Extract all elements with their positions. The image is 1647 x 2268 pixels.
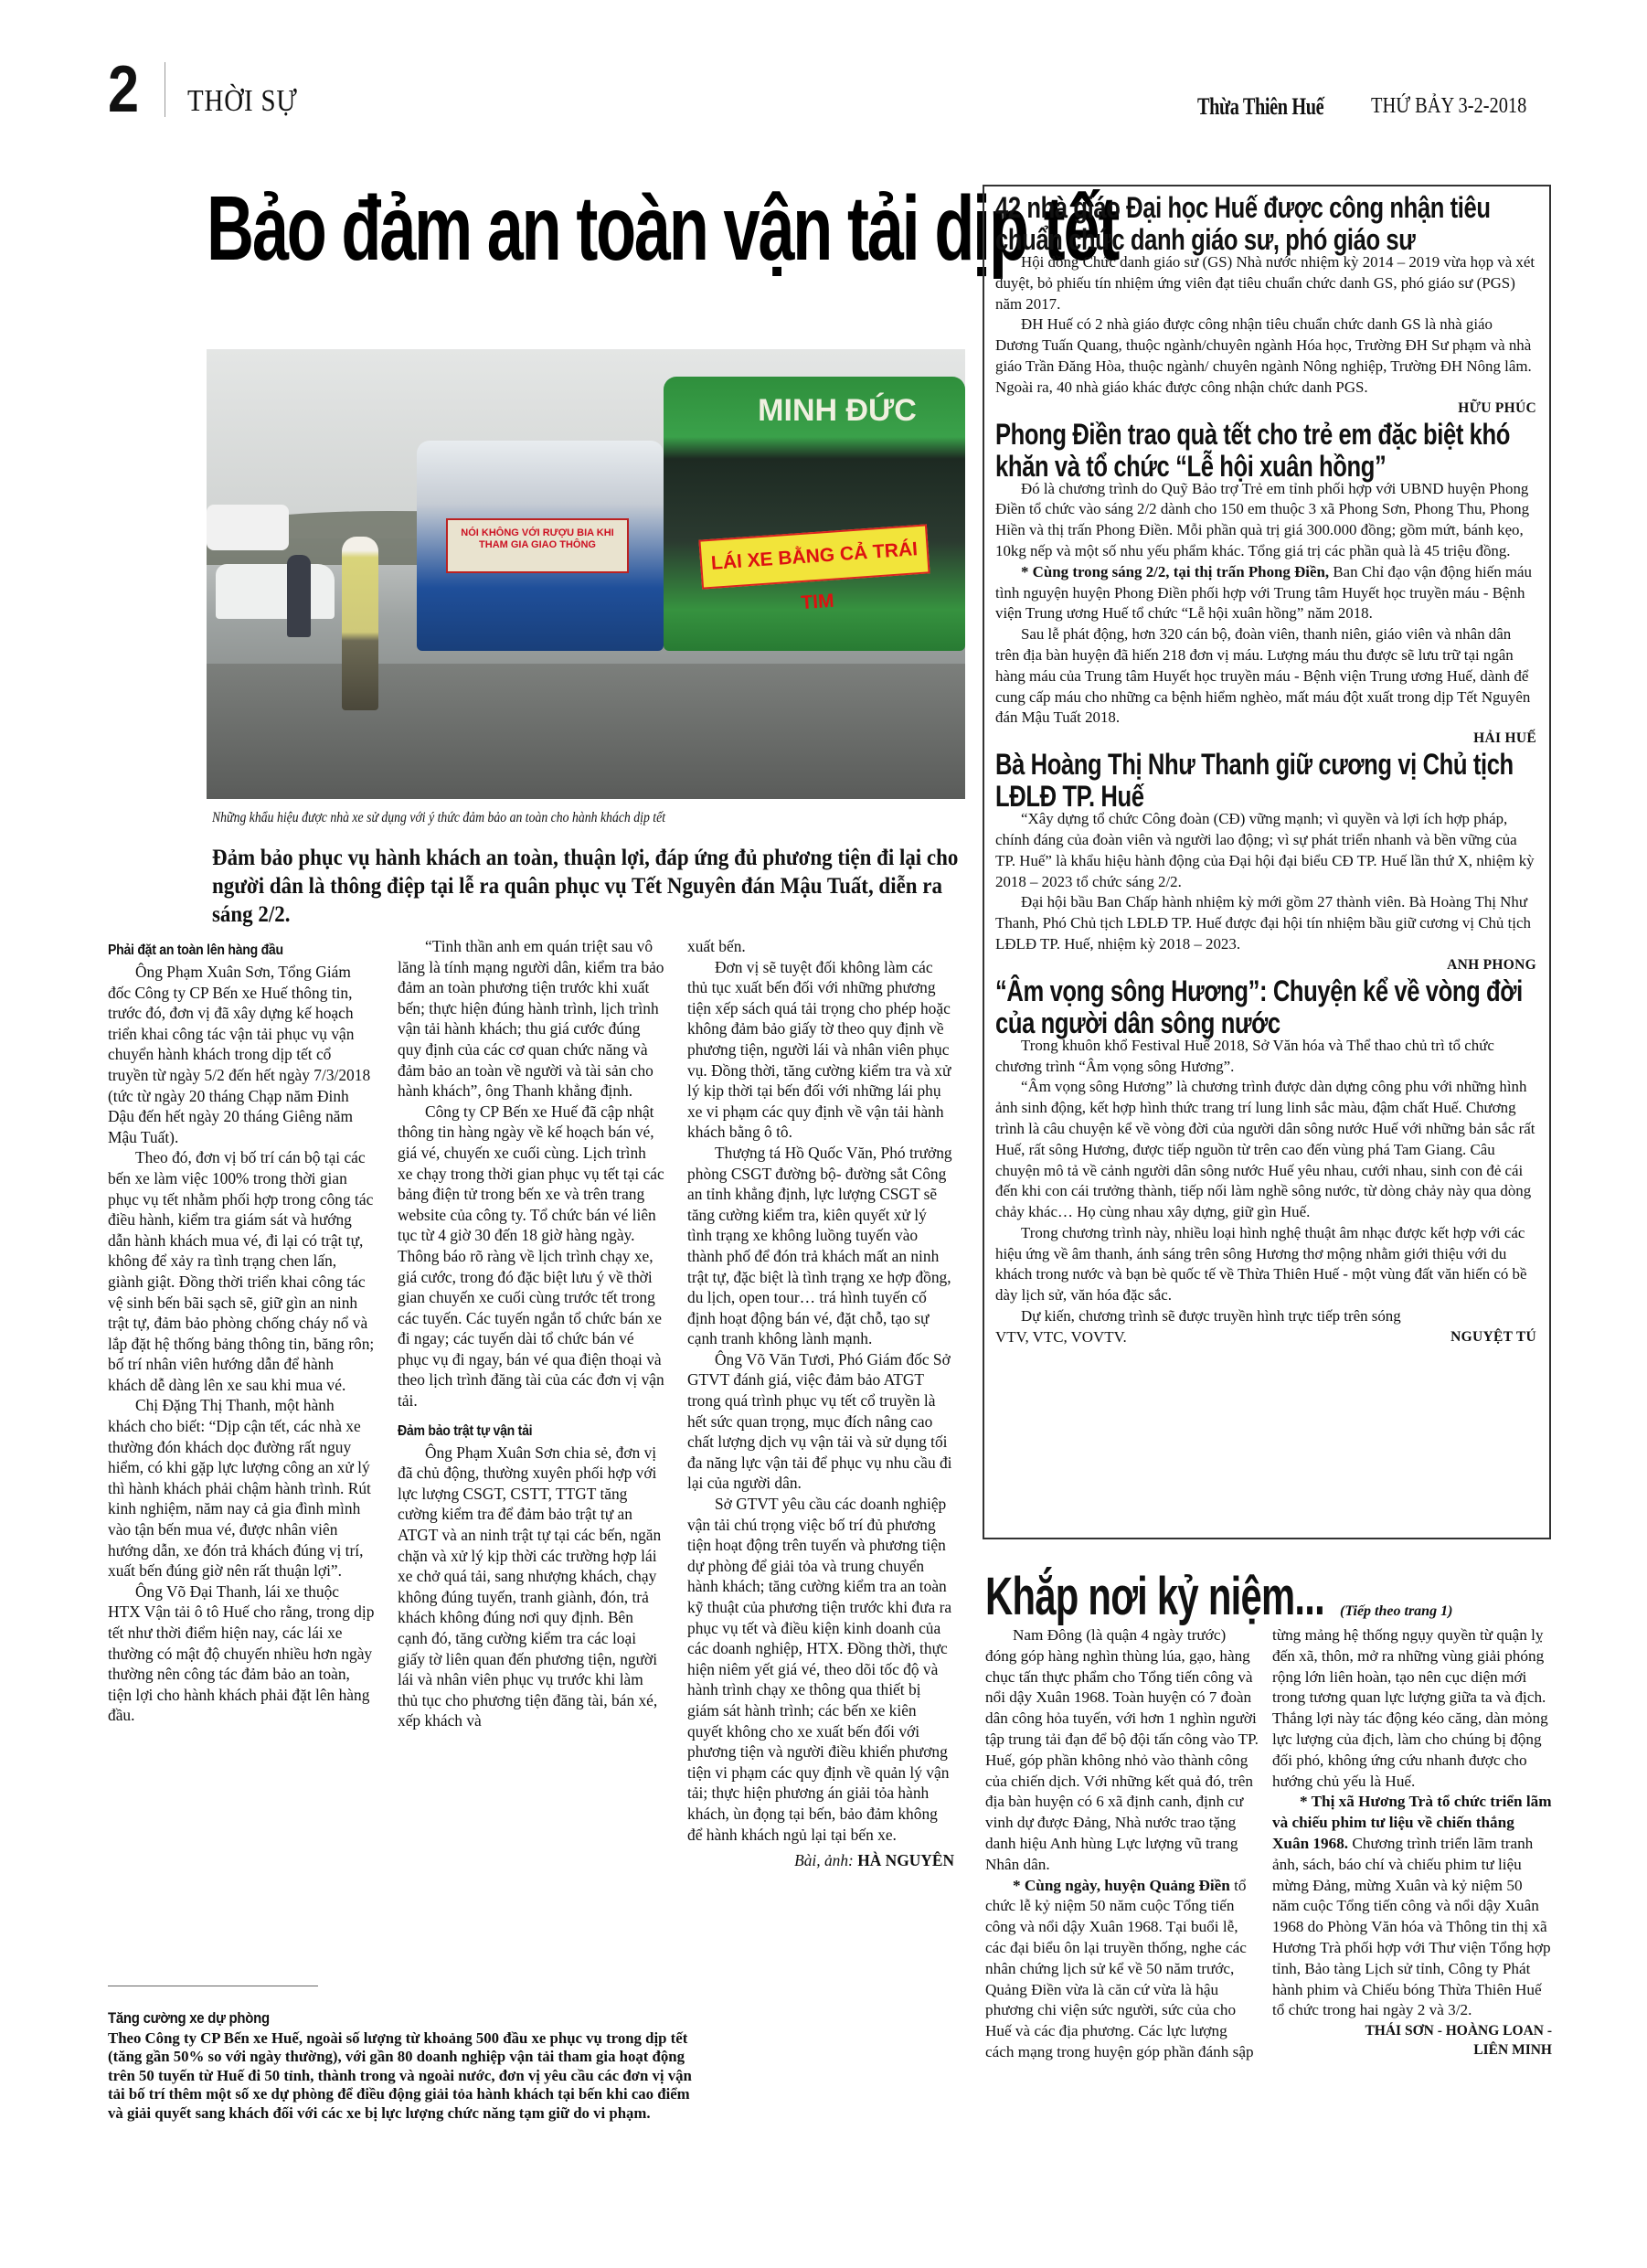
article-lede: Đảm bảo phục vụ hành khách an toàn, thuận lợi, đáp ứng đủ phương tiện đi lại cho người dân là thông điệp tại lễ ra quân phục vụ Tết Nguyên đán Mậu Tuất, diễn ra sáng 2/2.	[212, 844, 959, 927]
paragraph	[985, 1876, 1259, 2063]
article-column-3	[687, 936, 954, 1871]
article-column-2	[398, 936, 664, 1731]
byline-prefix: Bài, ảnh:	[794, 1851, 854, 1870]
story-author-line-1: THÁI SƠN - HOÀNG LOAN -	[1365, 2023, 1552, 2039]
brief-author: HẢI HUẾ	[1473, 730, 1536, 747]
photo-pedestrian	[287, 555, 311, 637]
continued-from-label: (Tiếp theo trang 1)	[1340, 1603, 1453, 1619]
issue-date: THỨ BẢY 3-2-2018	[1371, 94, 1527, 118]
paragraph: Thượng tá Hồ Quốc Văn, Phó trưởng phòng CSGT đường bộ- đường sắt Công an tỉnh khẳng định, lực lượng CSGT sẽ tăng cường kiểm tra, kiên quyết xử lý tình trạng xe không luồng tuyến vào thành phố để đón trả khách mất an ninh trật tự, đặc biệt là tình trạng xe hợp đồng, du lịch, open tour… trá hình tuyến cố định hoạt động bán vé, đặt chỗ, tạo sự cạnh tranh không lành mạnh.	[687, 1143, 952, 1348]
paragraph: Ông Võ Đại Thanh, lái xe thuộc HTX Vận tải ô tô Huế cho rằng, trong dịp tết như thời điểm hiện nay, các lái xe thường có mật độ chuyến nhiều hơn ngày thường nên công tác đảm bảo an toàn, tiện lợi cho hành khách phải đặt lên hàng đầu.	[108, 1581, 375, 1725]
story-author-line-2: LIÊN MINH	[1473, 2042, 1552, 2059]
sidebar-reserve-buses	[108, 2009, 693, 2123]
paragraph-continued: từng mảng hệ thống ngụy quyền từ quận lỵ đến xã, thôn, mở ra những vùng giải phóng rộng lớn liên hoàn, tạo nên cục diện mới trong tương quan lực lượng giữa ta và địch. Thắng lợi này tác động kéo căng, dàn mỏng lực lượng của địch, làm cho chúng bị động đối phó, không ứng cứu nhanh được cho hướng chủ yếu là Huế.	[1272, 1626, 1548, 1790]
article-byline	[687, 1850, 954, 1871]
paragraph: Hội đồng Chức danh giáo sư (GS) Nhà nước nhiệm kỳ 2014 – 2019 vừa họp và xét duyệt, bỏ phiếu tín nhiệm ứng viên đạt tiêu chuẩn chức danh GS, phó giáo sư (PGS) năm 2017.	[995, 253, 1535, 313]
newspaper-name: Thừa Thiên Huế	[1197, 93, 1324, 120]
article-column-1	[108, 942, 375, 1726]
brief-trade-union	[995, 749, 1536, 975]
page-number: 2	[108, 53, 140, 126]
paragraph-continued: xuất bến.	[687, 937, 746, 955]
paragraph: ĐH Huế có 2 nhà giáo được công nhận tiêu chuẩn chức danh GS là nhà giáo Dương Tuấn Quang, thuộc ngành/chuyên ngành Hóa học, Trường ĐH Sư phạm và nhà giáo Trần Đăng Hòa, thuộc ngành/ chuyên ngành Nông nghiệp, Trường ĐH Nông lâm. Ngoài ra, 40 nhà giáo khác được công nhận chức danh PGS.	[995, 315, 1532, 396]
brief-professors	[995, 192, 1536, 419]
paragraph: Theo đó, đơn vị bố trí cán bộ tại các bến xe làm việc 100% trong thời gian phục vụ tết nhằm phối hợp trong công tác điều hành, kiểm tra giám sát và hướng dẫn hành khách mua vé, đi lại có trật tự, không để xảy ra tình trạng chen lấn, giành giật. Đồng thời triển khai công tác vệ sinh bến bãi sạch sẽ, giữ gìn an ninh trật tự, đảm bảo phòng chống cháy nổ và lắp đặt hệ thống bảng thông tin, băng rôn; bố trí nhân viên hướng dẫn để hành khách dễ dàng lên xe sau khi mua vé.	[108, 1148, 375, 1394]
brief-last-line	[995, 1327, 1536, 1348]
paragraph: Sau lễ phát động, hơn 320 cán bộ, đoàn viên, thanh niên, giáo viên và nhân dân trên địa bàn huyện đã hiến 218 đơn vị máu. Lượng máu thu được sẽ lưu trữ tại ngân hàng máu của Trung tâm Huyết học truyền máu - Bệnh viện Trung ương Huế, dành để cung cấp máu cho những ca bệnh hiểm nghèo, mất máu đột xuất trong dịp Tết Nguyên đán Mậu Tuất 2018.	[995, 625, 1531, 727]
sidebar-subhead: Tăng cường xe dự phòng	[108, 2009, 270, 2027]
continued-story-column-1	[985, 1625, 1259, 2063]
paragraph: Trong chương trình này, nhiều loại hình nghệ thuật âm nhạc được kết hợp với các hiệu ứng về âm thanh, ánh sáng trên sông Hương thơ mộng nhằm giới thiệu với du khách trong nước và bạn bè quốc tế về Thừa Thiên Huế - một vùng đất văn hiến có bề dày lịch sử, văn hóa đặc sắc.	[995, 1223, 1527, 1304]
brief-author: NGUYỆT TÚ	[1450, 1328, 1536, 1345]
paragraph: Đại hội bầu Ban Chấp hành nhiệm kỳ mới gồm 27 thành viên. Bà Hoàng Thị Như Thanh, Phó Chủ tịch LĐLĐ TP. Huế được đại hội tín nhiệm bầu giữ cương vị Chủ tịch LĐLĐ TP. Huế, nhiệm kỳ 2018 – 2023.	[995, 893, 1531, 953]
paragraph	[1272, 1792, 1552, 2021]
photo-caption: Những khẩu hiệu được nhà xe sử dụng với ý thức đảm bảo an toàn cho hành khách dịp tết	[212, 810, 666, 825]
photo-bus-name: MINH ĐỨC	[758, 393, 917, 428]
photo-car	[216, 564, 335, 619]
paragraph: Ông Võ Văn Tươi, Phó Giám đốc Sở GTVT đánh giá, việc đảm bảo ATGT trong quá trình phục vụ tết cổ truyền là hết sức quan trọng, mục đích nâng cao chất lượng dịch vụ vận tải và sử dụng tối đa năng lực vận tải để phục vụ nhu cầu đi lại của người dân.	[687, 1349, 952, 1493]
brief-title: Bà Hoàng Thị Như Thanh giữ cương vị Chủ tịch LĐLĐ TP. Huế	[995, 748, 1514, 814]
subhead-transport-order: Đảm bảo trật tự vận tải	[398, 1422, 533, 1439]
byline-name: HÀ NGUYÊN	[857, 1851, 954, 1870]
continued-story-title: Khắp nơi kỷ niệm...	[985, 1567, 1325, 1626]
paragraph-end: VTV, VTC, VOVTV.	[995, 1327, 1127, 1346]
brief-body	[995, 1036, 1536, 1348]
brief-title: “Âm vọng sông Hương”: Chuyện kể về vòng đời của người dân sông nước	[995, 974, 1523, 1039]
brief-title: 42 nhà giáo Đại học Huế được công nhận tiêu chuẩn chức danh giáo sư, phó giáo sư	[995, 191, 1491, 256]
paragraph: “Xây dựng tổ chức Công đoàn (CĐ) vững mạnh; vì quyền và lợi ích hợp pháp, chính đáng của đoàn viên và người lao động; vì sự phát triển nhanh và bền vững của TP. Huế” là khẩu hiệu hành động của Đại hội đại biểu CĐ TP. Huế lần thứ X, nhiệm kỳ 2018 – 2023 tổ chức sáng 2/2.	[995, 810, 1535, 890]
subhead-safety-first: Phải đặt an toàn lên hàng đầu	[108, 942, 283, 958]
brief-body	[995, 252, 1536, 399]
brief-am-vong-song-huong	[995, 975, 1536, 1348]
article-photo	[207, 349, 965, 799]
paragraph: Chị Đặng Thị Thanh, một hành khách cho biết: “Dịp cận tết, các nhà xe thường đón khách dọc đường rất nguy hiểm, có khi gặp lực lượng công an xử lý thì hành khách phải chậm hành trình. Rút kinh nghiệm, năm nay cả gia đình mình vào tận bến mua vé, được nhân viên hướng dẫn, xe đón trả khách đúng vị trí, xuất bến đúng giờ nên rất thuận lợi”.	[108, 1396, 371, 1581]
paragraph: Đơn vị sẽ tuyệt đối không làm các thủ tục xuất bến đối với những phương tiện xếp sách quá tải trọng cho phép hoặc không đảm bảo giấy tờ theo quy định về phương tiện, người lái và nhân viên phục vụ. Đồng thời, tăng cường kiểm tra và xử lý kịp thời tại bến đối với những lái phụ xe vi phạm các quy định về vận tải hành khách bằng ô tô.	[687, 957, 951, 1142]
paragraph: “Âm vọng sông Hương” là chương trình được dàn dựng công phu với những hình ảnh sinh động, kết hợp hình thức trang trí lung linh sắc màu, đậm chất Huế. Chương trình là câu chuyện kể về vòng đời của người dân sông nước Huế với những bản sắc rất Huế, rất sông Hương, được tiếp nguồn từ trên cao đến vùng phá Tam Giang. Câu chuyện mô tả về cảnh người dân sông nước Huế yêu nhau, cưới nhau, sinh con đẻ cái đến khi con cái trưởng thành, tiếp nối làm nghề sông nước, từ dòng chảy này qua dòng chảy khác… Họ cùng nhau xây dựng, giữ gìn Huế.	[995, 1078, 1535, 1221]
brief-author: HỮU PHÚC	[1458, 399, 1536, 416]
continued-story-column-2	[1272, 1625, 1552, 2060]
photo-ground	[207, 664, 965, 799]
bold-lead: * Cùng trong sáng 2/2, tại thị trấn Phong Điền,	[1021, 562, 1330, 580]
section-name: THỜI SỰ	[187, 84, 298, 118]
paragraph	[995, 562, 1536, 624]
paragraph: Đó là chương trình do Quỹ Bảo trợ Trẻ em tỉnh phối hợp với UBND huyện Phong Điền tổ chức vào sáng 2/2 dành cho 150 em thuộc 3 xã Phong Sơn, Phong Thu, Phong Hiền và thị trấn Phong Điền. Mỗi phần quà trị giá 300.000 đồng; gồm mứt, bánh kẹo, 10kg nếp và một số nhu yếu phẩm khác. Tổng giá trị các phần quà là 45 triệu đồng.	[995, 479, 1530, 559]
paragraph: Trong khuôn khổ Festival Huế 2018, Sở Văn hóa và Thể thao chủ trì tổ chức chương trình “Âm vọng sông Hương”.	[995, 1036, 1494, 1075]
paragraph: Dự kiến, chương trình sẽ được truyền hình trực tiếp trên sóng	[1021, 1307, 1401, 1326]
paragraph-rest: Chương trình triển lãm tranh ảnh, sách, báo chí và chiếu phim tư liệu mừng Đảng, mừng Xuân và kỷ niệm 50 năm cuộc Tổng tiến công và nổi dậy Xuân 1968 do Phòng Văn hóa và Thông tin thị xã Hương Trà phối hợp với Thư viện Tổng hợp tỉnh, Bảo tàng Lịch sử tỉnh, Công ty Phát hành phim và Chiếu bóng Thừa Thiên Huế tổ chức trong hai ngày 2 và 3/2.	[1272, 1834, 1551, 2019]
paragraph: “Tinh thần anh em quán triệt sau vô lăng là tính mạng người dân, kiểm tra bảo đảm an toàn phương tiện trước khi xuất bến; thực hiện đúng hành trình, lịch trình vận tải hành khách; thu giá cước đúng quy định của các cơ quan chức năng và đảm bảo an toàn về người và tài sản cho hành khách”, ông Thanh khẳng định.	[398, 937, 664, 1101]
brief-title: Phong Điền trao quà tết cho trẻ em đặc biệt khó khăn và tổ chức “Lễ hội xuân hồng”	[995, 417, 1510, 483]
brief-body	[995, 479, 1536, 729]
paragraph: Sở GTVT yêu cầu các doanh nghiệp vận tải chú trọng việc bố trí đủ phương tiện hoạt động trên tuyến và phương tiện dự phòng để giải tỏa và trung chuyển hành khách; tăng cường kiểm tra an toàn kỹ thuật của phương tiện trước khi đưa ra phục vụ tết và điều kiện kinh doanh của các doanh nghiệp, HTX. Đồng thời, thực hiện niêm yết giá vé, theo dõi tốc độ và hành trình chạy xe thông qua thiết bị giám sát hành trình; các bến xe kiên quyết không cho xe xuất bến đối với phương tiện và người điều khiển phương tiện vi phạm các quy định về quản lý vận tải; thực hiện phương án giải tỏa hành khách, ùn đọng tại bến, bảo đảm không để hành khách ngủ lại tại bến xe.	[687, 1495, 952, 1844]
paragraph: Công ty CP Bến xe Huế đã cập nhật thông tin hàng ngày về kế hoạch bán vé, giá vé, chuyến xe cuối cùng. Lịch trình xe chạy trong thời gian phục vụ tết tại các bảng điện tử trong bến xe và trên trang website của công ty. Tổ chức bán vé liên tục từ 4 giờ 30 đến 18 giờ hàng ngày. Thông báo rõ ràng về lịch trình chạy xe, giá cước, trong đó đặc biệt lưu ý về thời gian chuyến xe cuối cùng trước tết trong các tuyến. Các tuyến ngắn tổ chức bán xe đi ngay; các tuyến dài tổ chức bán vé phục vụ đi ngay, bán vé qua điện thoại và theo lịch trình đăng tài của các đơn vị vận tải.	[398, 1102, 664, 1411]
photo-officer	[342, 537, 378, 710]
bold-lead: * Thị xã Hương Trà tổ chức triển lãm và chiếu phim tư liệu về chiến thắng Xuân 1968.	[1272, 1793, 1552, 1852]
photo-banner-right: LÁI XE BẰNG CẢ TRÁI TIM	[698, 524, 930, 589]
photo-minivan	[207, 505, 289, 550]
paragraph-rest: tổ chức lễ kỷ niệm 50 năm cuộc Tổng tiến công và nổi dậy Xuân 1968. Tại buổi lễ, các đại biểu ôn lại truyền thống, nghe các nhân chứng lịch sử kể về 50 năm trước, Quảng Điền vừa là căn cứ vừa là hậu phương chi viện sức người, sức của cho Huế và các địa phương. Các lực lượng cách mạng trong huyện góp phần đánh sập	[985, 1876, 1254, 2060]
brief-phong-dien	[995, 419, 1536, 750]
photo-banner-left: NÓI KHÔNG VỚI RƯỢU BIA KHI THAM GIA GIAO THÔNG	[446, 518, 629, 573]
sidebar-body: Theo Công ty CP Bến xe Huế, ngoài số lượng từ khoảng 500 đầu xe phục vụ trong dịp tết (tăng gần 50% so với ngày thường), với gần 80 doanh nghiệp vận tải tham gia hoạt động trên 50 tuyến từ Huế đi 50 tỉnh, thành trong và ngoài nước, đơn vị yêu cầu các đơn vị vận tải bố trí thêm một số xe dự phòng để điều động giải tỏa hành khách tại bến khi cao điểm và giải quyết sang khách đối với các xe bị lực lượng chức năng tạm giữ do vi phạm.	[108, 2029, 692, 2122]
brief-author: ANH PHONG	[1447, 956, 1536, 973]
brief-body	[995, 809, 1536, 955]
paragraph: Ông Phạm Xuân Sơn, Tổng Giám đốc Công ty CP Bến xe Huế thông tin, trước đó, đơn vị đã xây dựng kế hoạch triển khai công tác vận tải phục vụ vận chuyển hành khách trong dịp tết cổ truyền từ ngày 5/2 đến hết ngày 7/3/2018 (tức từ ngày 20 tháng Chạp năm Đinh Dậu đến hết ngày 20 tháng Giêng năm Mậu Tuất).	[108, 963, 371, 1146]
paragraph: Ông Phạm Xuân Sơn chia sẻ, đơn vị đã chủ động, thường xuyên phối hợp với lực lượng CSGT, CSTT, TTGT tăng cường kiểm tra để đảm bảo trật tự an ATGT và an ninh trật tự tại các bến, ngăn chặn và xử lý kịp thời các trường hợp lái xe chở quá tải, sang nhượng khách, chạy không đúng tuyến, tranh giành, đón, trả khách không đúng nơi quy định. Bên cạnh đó, tăng cường kiểm tra các loại giấy tờ liên quan đến phương tiện, người lái và nhân viên phục vụ trước khi làm thủ tục cho phương tiện đăng tài, bán xé, xếp khách và	[398, 1443, 662, 1730]
main-headline: Bảo đảm an toàn vận tải dịp tết	[207, 177, 1119, 280]
bold-lead: * Cùng ngày, huyện Quảng Điền	[1013, 1876, 1230, 1894]
paragraph: Nam Đông (là quận 4 ngày trước) đóng góp hàng nghìn thùng lúa, gạo, hàng chục tấn thực phẩm cho Tổng tiến công và nổi dậy Xuân 1968. Toàn huyện có 7 đoàn dân công hỏa tuyến, với hơn 1 nghìn người tập trung tải đạn để bộ đội tấn công vào TP. Huế, góp phần không nhỏ vào thành công của chiến dịch. Với những kết quả đó, trên địa bàn huyện có 6 xã định canh, định cư vinh dự được Đảng, Nhà nước trao tặng danh hiệu Anh hùng Lực lượng vũ trang Nhân dân.	[985, 1626, 1259, 1873]
news-briefs-panel	[983, 185, 1551, 1539]
paragraph-rest: Ban Chỉ đạo vận động hiến máu tình nguyện huyện Phong Điền phối hợp với Trung tâm Huyết học truyền máu - Bệnh viện Trung ương Huế tổ chức “Lễ hội xuân hồng” năm 2018.	[995, 562, 1532, 623]
